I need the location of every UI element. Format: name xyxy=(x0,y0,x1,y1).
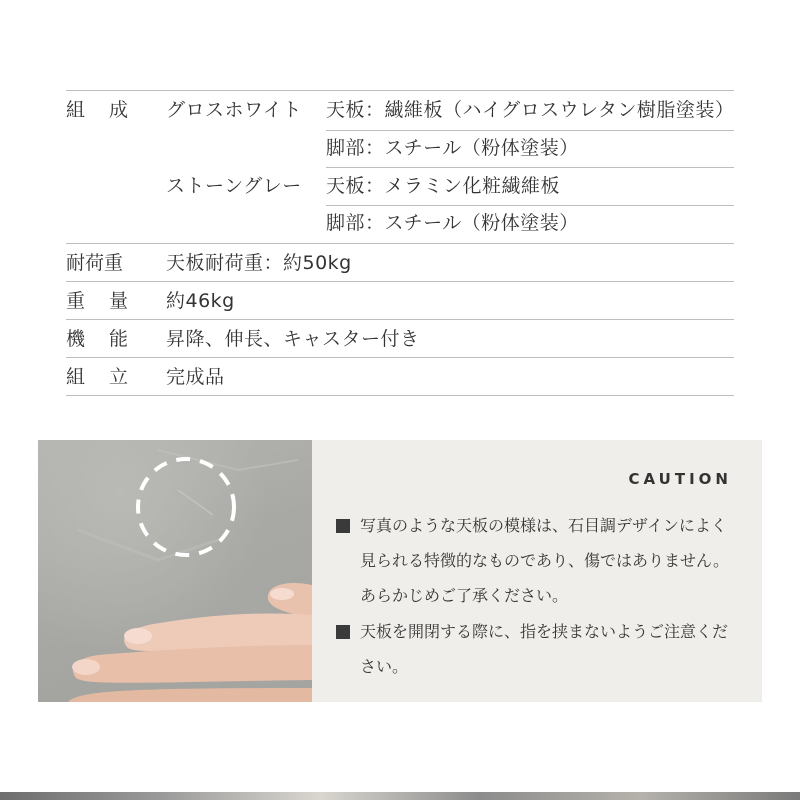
function-label-char-2: 能 xyxy=(108,328,128,350)
assembly-value: 完成品 xyxy=(166,366,225,388)
composition-label-char-2: 成 xyxy=(108,99,128,121)
row-divider xyxy=(66,395,734,396)
composition-label-char-1: 組 xyxy=(66,99,86,121)
function-label-char-1: 機 xyxy=(66,328,86,350)
assembly-label xyxy=(66,365,128,389)
caution-item xyxy=(336,508,736,613)
load-capacity-value: 天板耐荷重：約50kg xyxy=(166,252,352,274)
row-divider xyxy=(326,130,734,131)
highlight-circle-icon xyxy=(138,459,234,555)
row-divider xyxy=(66,319,734,320)
gloss-white-leg-material: 脚部：スチール（粉体塗装） xyxy=(326,137,579,159)
caution-item-text: 天板を開閉する際に、指を挟まないようご注意ください。 xyxy=(360,622,729,676)
row-divider xyxy=(326,205,734,206)
row-divider xyxy=(66,281,734,282)
assembly-label-char-2: 立 xyxy=(108,366,128,388)
load-capacity-label: 耐荷重 xyxy=(66,252,124,274)
row-divider xyxy=(66,357,734,358)
tabletop-photo-illustration xyxy=(38,440,312,702)
tabletop-pattern-photo xyxy=(38,440,312,702)
caution-item-text: 写真のような天板の模様は、石目調デザインによく見られる特徴的なものであり、傷ではありません。あらかじめご了承ください。 xyxy=(360,516,729,605)
weight-label xyxy=(66,289,128,313)
square-bullet-icon xyxy=(336,625,350,639)
row-divider xyxy=(326,167,734,168)
caution-panel xyxy=(312,440,762,702)
row-divider xyxy=(66,90,734,91)
weight-value: 約46kg xyxy=(166,290,235,312)
weight-label-char-1: 重 xyxy=(66,290,86,312)
composition-label xyxy=(66,98,128,122)
next-section-image-edge xyxy=(0,792,800,800)
caution-title: CAUTION xyxy=(628,470,732,488)
assembly-label-char-1: 組 xyxy=(66,366,86,388)
gloss-white-top-material: 天板：繊維板（ハイグロスウレタン樹脂塗装） xyxy=(326,99,735,121)
stone-gray-leg-material: 脚部：スチール（粉体塗装） xyxy=(326,212,579,234)
variant-stone-gray: ストーングレー xyxy=(166,175,302,197)
weight-label-char-2: 量 xyxy=(108,290,128,312)
caution-item xyxy=(336,614,736,684)
row-divider xyxy=(66,243,734,244)
function-label xyxy=(66,327,128,351)
variant-gloss-white: グロスホワイト xyxy=(166,99,302,121)
stone-gray-top-material: 天板：メラミン化粧繊維板 xyxy=(326,175,561,197)
square-bullet-icon xyxy=(336,519,350,533)
function-value: 昇降、伸長、キャスター付き xyxy=(166,328,420,350)
